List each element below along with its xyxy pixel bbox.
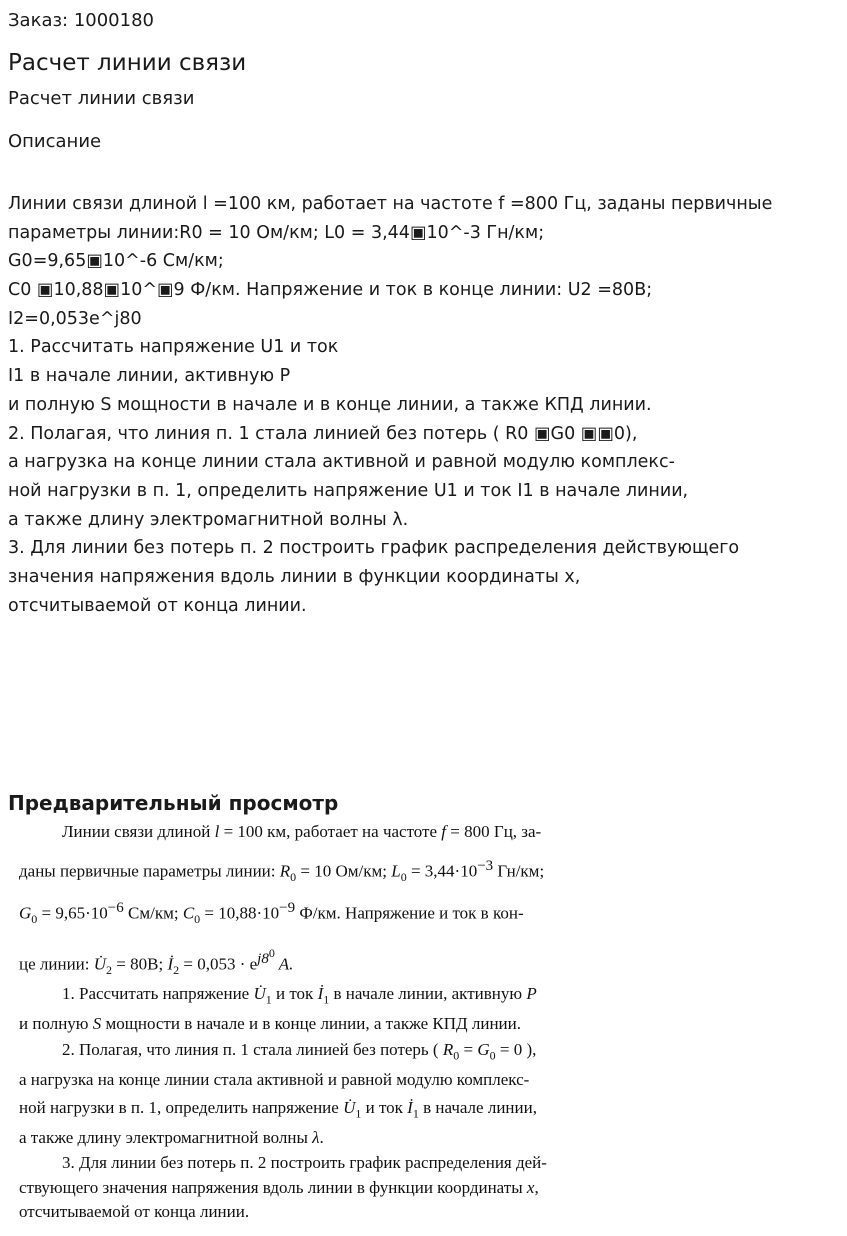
- description-line: I2=0,053e^j80: [8, 308, 142, 329]
- preview-line: Линии связи длиной l = 100 км, работает на частоте f = 800 Гц, за-: [62, 822, 542, 841]
- description-line: и полную S мощности в начале и в конце линии, а также КПД линии.: [8, 394, 652, 415]
- description-line: а нагрузка на конце линии стала активной и равной модулю комплекс-: [8, 452, 675, 473]
- description-line: 2. Полагая, что линия п. 1 стала линией без потерь ( R0 ▣G0 ▣▣0),: [8, 423, 638, 444]
- preview-image: [0, 818, 700, 1228]
- description-line: отсчитываемой от конца линии.: [8, 595, 307, 616]
- description-line: 1. Рассчитать напряжение U1 и ток: [8, 337, 339, 358]
- preview-heading: Предварительный просмотр: [8, 791, 339, 815]
- description-label: Описание: [8, 131, 102, 152]
- preview-line: 2. Полагая, что линия п. 1 стала линией без потерь ( $R_0 = G_0 = 0$ ),: [62, 1040, 537, 1063]
- preview-line: це линии: $U̇_2 = 80B$; $İ_2 = 0,053 \cdot e^{j8^0}$ A.: [19, 946, 294, 978]
- page-title: Расчет линии связи: [8, 50, 247, 76]
- description-line: 3. Для линии без потерь п. 2 построить график распределения действующего: [8, 538, 740, 559]
- preview-line: 1. Рассчитать напряжение $U̇_1$ и ток $İ_1$ в начале линии, активную P: [62, 984, 537, 1007]
- description-line: значения напряжения вдоль линии в функции координаты x,: [8, 566, 581, 587]
- description-line: Линии связи длиной l =100 км, работает на частоте f =800 Гц, заданы первичные: [8, 194, 773, 214]
- preview-line: ной нагрузки в п. 1, определить напряжение $U̇_1$ и ток $İ_1$ в начале линии,: [19, 1098, 537, 1121]
- description-line: C0 ▣10,88▣10^▣9 Ф/км. Напряжение и ток в конце линии: U2 =80B;: [8, 280, 653, 301]
- preview-line: и полную S мощности в начале и в конце линии, а также КПД линии.: [19, 1014, 521, 1033]
- order-number: Заказ: 1000180: [8, 10, 154, 31]
- page-subtitle: Расчет линии связи: [8, 88, 195, 109]
- preview-line: отсчитываемой от конца линии.: [19, 1202, 250, 1221]
- preview-line: $G_0 = 9,65\cdot 10^{-6}$ См/км; $C_0 = 10,88\cdot 10^{-9}$ Ф/км. Напряжение и ток в кон-: [19, 900, 524, 927]
- preview-line: а также длину электромагнитной волны λ.: [19, 1128, 324, 1147]
- description-line: параметры линии:R0 = 10 Ом/км; L0 = 3,44▣10^-3 Гн/км;: [8, 222, 545, 243]
- description-text: [8, 190, 844, 620]
- preview-line: 3. Для линии без потерь п. 2 построить график распределения дей-: [62, 1153, 547, 1172]
- description-line: I1 в начале линии, активную P: [8, 366, 291, 387]
- preview-line: ствующего значения напряжения вдоль линии в функции координаты x,: [19, 1178, 539, 1197]
- description-line: G0=9,65▣10^-6 См/км;: [8, 251, 224, 272]
- description-line: ной нагрузки в п. 1, определить напряжение U1 и ток I1 в начале линии,: [8, 480, 689, 501]
- preview-line: даны первичные параметры линии: $R_0 = 10$ Ом/км; $L_0 = 3,44\cdot 10^{-3}$ Гн/км;: [19, 858, 545, 885]
- preview-line: а нагрузка на конце линии стала активной и равной модулю комплекс-: [19, 1070, 530, 1089]
- description-line: а также длину электромагнитной волны λ.: [8, 509, 409, 530]
